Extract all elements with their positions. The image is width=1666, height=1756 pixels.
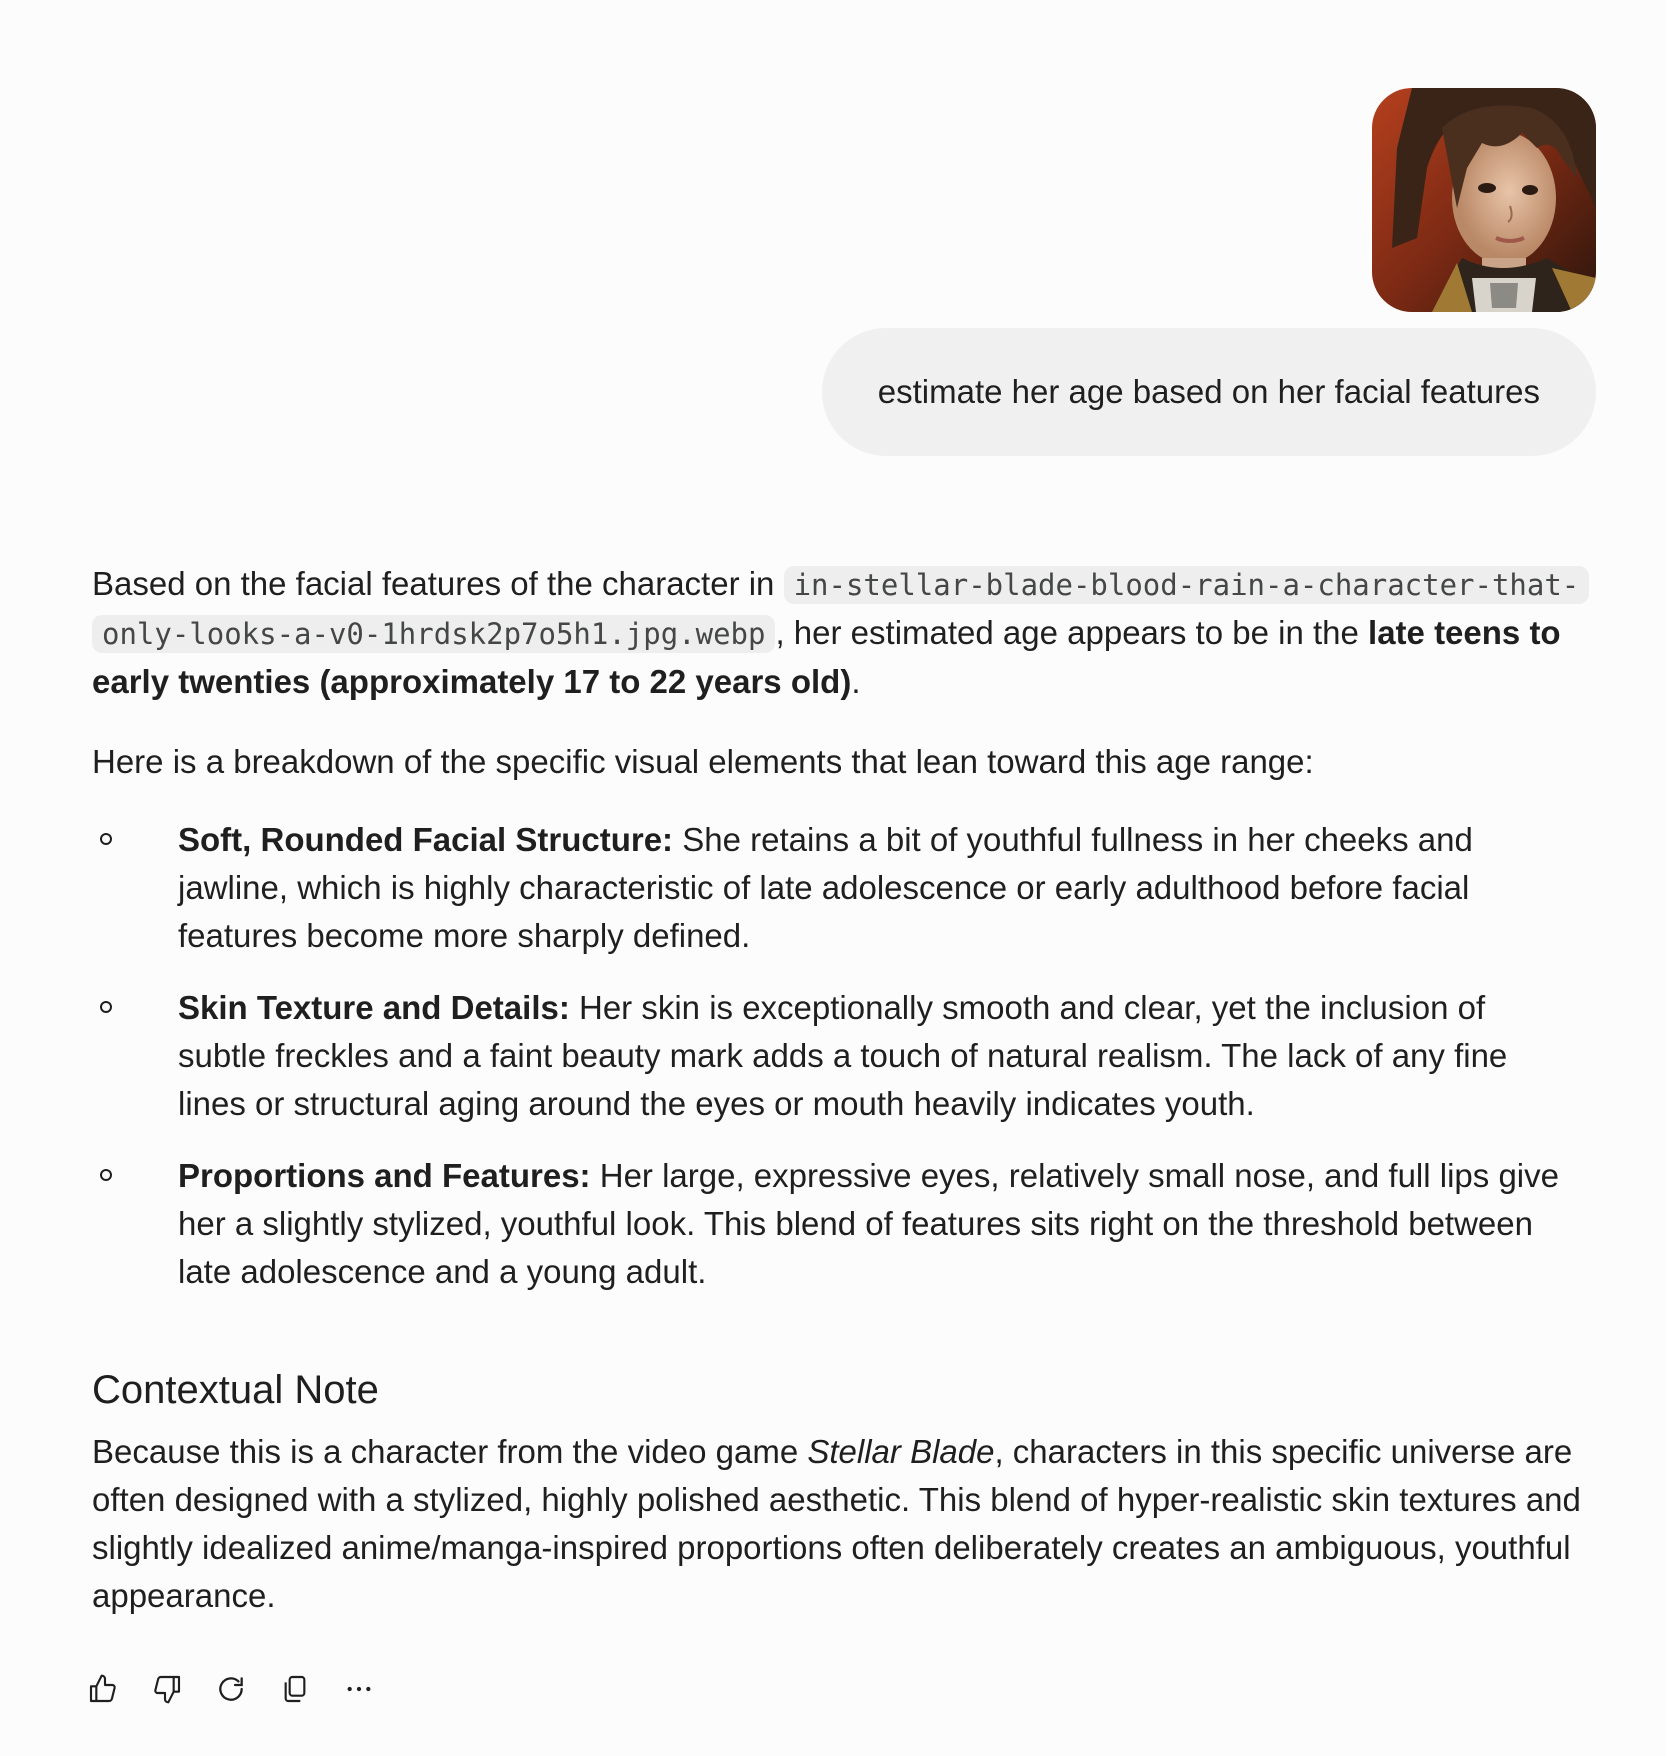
more-icon (343, 1673, 375, 1705)
breakdown-list (92, 816, 1582, 1296)
regenerate-button[interactable] (214, 1672, 248, 1706)
hollow-bullet-icon (100, 1169, 112, 1181)
response-intro (92, 560, 1582, 706)
portrait-image (1372, 88, 1596, 312)
assistant-response (92, 560, 1582, 1620)
contextual-note-heading: Contextual Note (92, 1368, 379, 1412)
thumbs-up-button[interactable] (86, 1672, 120, 1706)
list-item (92, 984, 1582, 1128)
hollow-bullet-icon (100, 1001, 112, 1013)
user-message-text: estimate her age based on her facial features (877, 373, 1540, 410)
response-actions-bar (86, 1672, 376, 1706)
intro-text-continued: , her estimated age appears to be in the (775, 614, 1369, 651)
filename-code: in-stellar-blade-blood-rain-a-character-that-only-looks-a-v0-1hrdsk2p7o5h1.jpg.webp (92, 566, 1589, 653)
list-item-title: Soft, Rounded Facial Structure: (178, 821, 674, 858)
thumbs-down-icon (151, 1673, 183, 1705)
copy-icon (279, 1673, 311, 1705)
contextual-note-text (92, 1428, 1582, 1620)
more-options-button[interactable] (342, 1672, 376, 1706)
breakdown-intro: Here is a breakdown of the specific visual elements that lean toward this age range: (92, 743, 1314, 780)
intro-text: Based on the facial features of the character in (92, 565, 784, 602)
list-item (92, 816, 1582, 960)
hollow-bullet-icon (100, 833, 112, 845)
list-item-title: Proportions and Features: (178, 1157, 591, 1194)
list-item-text: Her skin is exceptionally smooth and clear, yet the inclusion of subtle freckles and a faint beauty mark adds a touch of natural realism. The lack of any fine lines or structural aging around the eyes or mouth heavily indicates youth. (178, 989, 1508, 1122)
age-estimate-bold: late teens to early twenties (approximately 17 to 22 years old) (92, 614, 1561, 700)
list-item-title: Skin Texture and Details: (178, 989, 570, 1026)
thumbs-up-icon (87, 1673, 119, 1705)
note-text-continued: , characters in this specific universe are often designed with a stylized, highly polished aesthetic. This blend of hyper-realistic skin textures and slightly idealized anime/manga-inspired proportions often deliberately creates an ambiguous, youthful appearance. (92, 1433, 1581, 1614)
thumbs-down-button[interactable] (150, 1672, 184, 1706)
game-title-italic: Stellar Blade (807, 1433, 995, 1470)
list-item-text: Her large, expressive eyes, relatively small nose, and full lips give her a slightly stylized, youthful look. This blend of features sits right on the threshold between late adolescence and a young adult. (178, 1157, 1559, 1290)
list-item-text: She retains a bit of youthful fullness in her cheeks and jawline, which is highly characteristic of late adolescence or early adulthood before facial features become more sharply defined. (178, 821, 1473, 954)
intro-end: . (851, 663, 861, 700)
note-text: Because this is a character from the video game (92, 1433, 808, 1470)
copy-button[interactable] (278, 1672, 312, 1706)
uploaded-image-thumbnail[interactable] (1372, 88, 1596, 312)
regenerate-icon (215, 1673, 247, 1705)
user-message-bubble (822, 328, 1596, 456)
list-item (92, 1152, 1582, 1296)
